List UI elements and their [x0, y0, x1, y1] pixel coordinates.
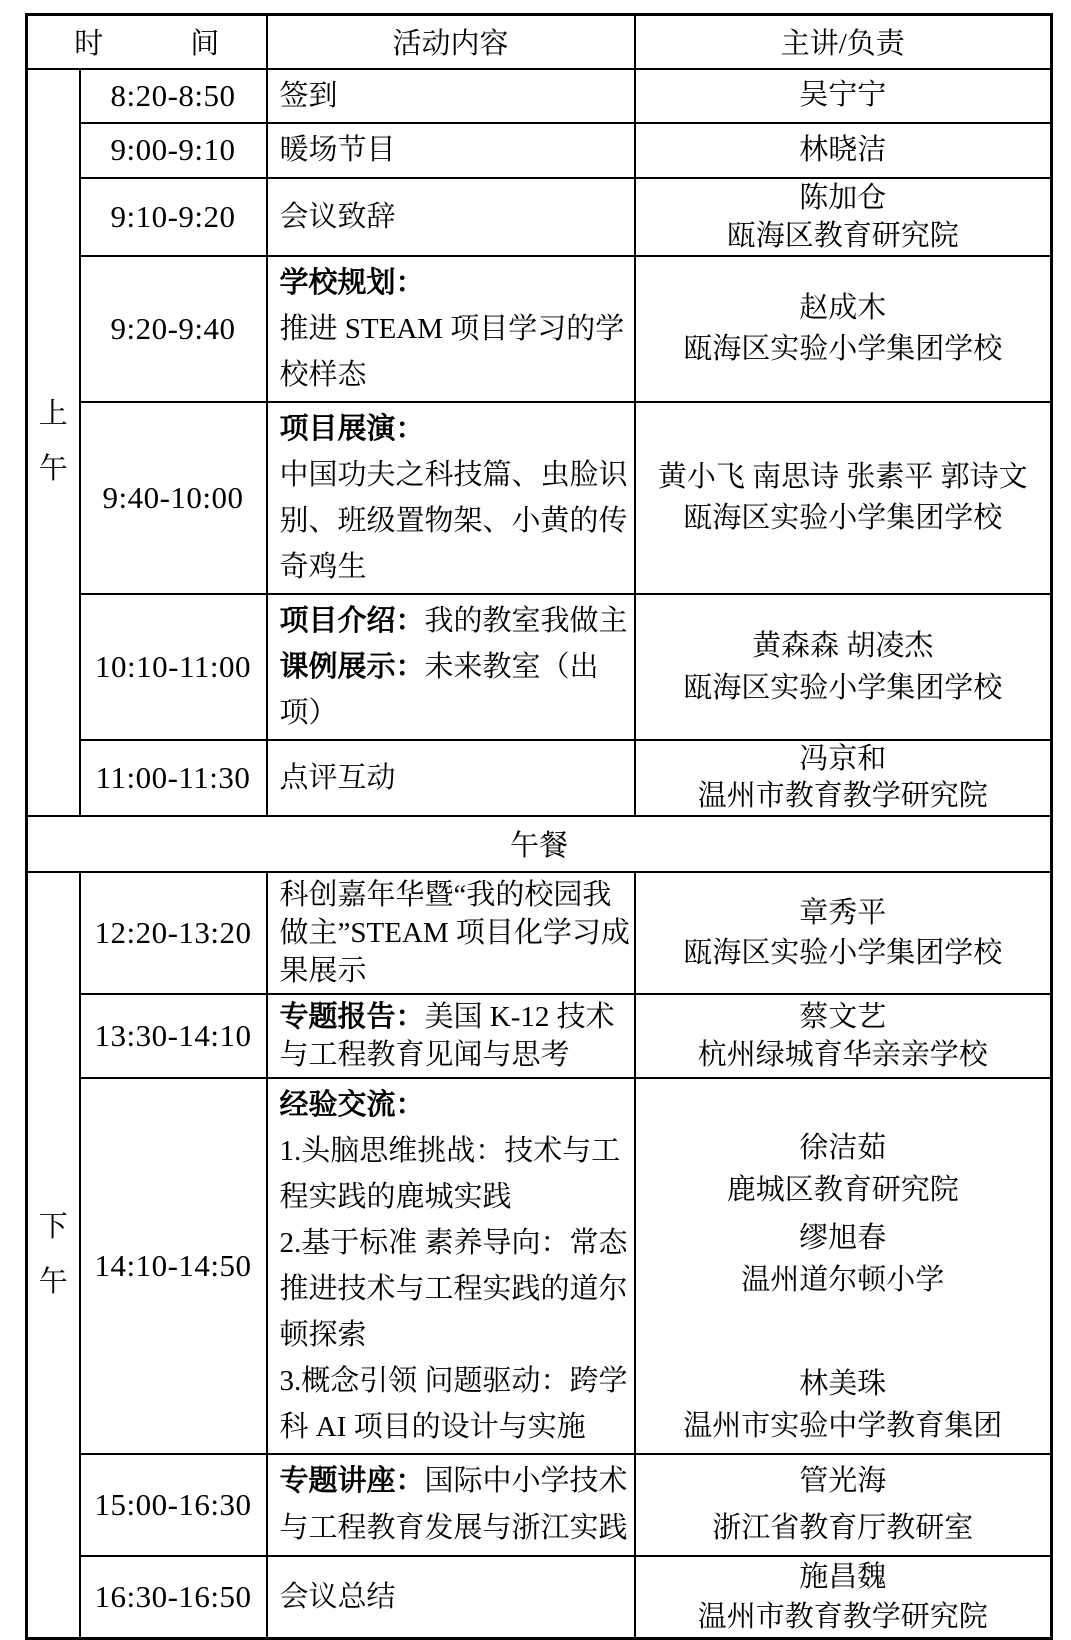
speaker-line: 瓯海区教育研究院	[726, 219, 959, 252]
speaker-line: 章秀平	[799, 896, 887, 929]
activity-cell	[267, 740, 635, 816]
speaker-line: 瓯海区实验小学集团学校	[683, 936, 1003, 969]
activity-text: 暖场节目	[279, 134, 396, 166]
time-cell: 15:00-16:30	[80, 1454, 267, 1556]
activity-text: 推进 STEAM 项目学习的学校样态	[279, 312, 625, 391]
speaker-cell	[635, 402, 1052, 594]
speaker-line: 杭州绿城育华亲亲学校	[697, 1038, 988, 1071]
activity-cell	[267, 1556, 635, 1639]
speaker-line: 浙江省教育厅教研室	[712, 1511, 974, 1544]
speaker-line: 黄森森 胡凌杰	[752, 629, 934, 662]
speaker-line: 赵成木	[799, 291, 887, 324]
speaker-line: 徐洁茹	[799, 1131, 887, 1164]
activity-cell	[267, 123, 635, 178]
time-cell: 9:40-10:00	[80, 402, 267, 594]
speaker-line: 温州市实验中学教育集团	[683, 1409, 1003, 1442]
schedule-row	[27, 69, 1052, 123]
schedule-row	[27, 994, 1052, 1078]
time-cell: 16:30-16:50	[80, 1556, 267, 1639]
speaker-cell	[635, 123, 1052, 178]
activity-cell	[267, 69, 635, 123]
speaker-line: 蔡文艺	[799, 1000, 887, 1033]
speaker-line: 温州道尔顿小学	[741, 1263, 945, 1296]
activity-text: 会议总结	[279, 1580, 396, 1613]
activity-label-bold: 项目展演：	[279, 412, 425, 445]
activity-text: 3.概念引领 问题驱动：跨学科 AI 项目的设计与实施	[279, 1364, 628, 1443]
schedule-row	[27, 402, 1052, 594]
activity-label-bold: 学校规划：	[279, 266, 425, 299]
schedule-row	[27, 178, 1052, 256]
speaker-cell	[635, 740, 1052, 816]
speaker-line: 陈加仓	[799, 181, 887, 214]
header-time: 时 间	[27, 15, 267, 69]
speaker-cell	[635, 594, 1052, 740]
time-cell: 11:00-11:30	[80, 740, 267, 816]
activity-text: 签到	[279, 79, 338, 112]
speaker-cell	[635, 1078, 1052, 1454]
schedule-row	[27, 1556, 1052, 1639]
speaker-line: 瓯海区实验小学集团学校	[683, 332, 1003, 365]
header-row	[27, 15, 1052, 69]
speaker-cell	[635, 256, 1052, 402]
speaker-line: 林晓洁	[799, 134, 887, 166]
speaker-line: 温州市教育教学研究院	[697, 779, 988, 812]
time-cell: 14:10-14:50	[80, 1078, 267, 1454]
schedule-row	[27, 1078, 1052, 1454]
speaker-group	[636, 1363, 1051, 1447]
activity-cell	[267, 594, 635, 740]
speaker-cell	[635, 994, 1052, 1078]
time-cell: 10:10-11:00	[80, 594, 267, 740]
activity-text: 我的教室我做主	[424, 604, 628, 637]
time-cell: 12:20-13:20	[80, 872, 267, 994]
speaker-line: 施昌魏	[799, 1560, 887, 1593]
speaker-cell	[635, 1454, 1052, 1556]
header-activity: 活动内容	[267, 15, 635, 69]
activity-cell	[267, 402, 635, 594]
speaker-line: 鹿城区教育研究院	[726, 1173, 959, 1206]
speaker-line: 温州市教育教学研究院	[697, 1600, 988, 1633]
lunch-cell: 午餐	[27, 816, 1052, 872]
speaker-line: 缪旭春	[799, 1221, 887, 1254]
activity-label-bold: 课例展示：	[279, 650, 425, 683]
speaker-line: 林美珠	[799, 1367, 887, 1400]
activity-text: 点评互动	[279, 761, 396, 794]
speaker-cell	[635, 1556, 1052, 1639]
activity-label-bold: 专题报告：	[279, 1000, 425, 1033]
activity-cell	[267, 178, 635, 256]
activity-text: 国际中小学技术与工程教育发展与浙江实践	[279, 1464, 628, 1544]
activity-label-bold: 经验交流：	[279, 1088, 425, 1121]
schedule-row	[27, 1454, 1052, 1556]
activity-label-bold: 项目介绍：	[279, 604, 425, 637]
period-label-afternoon: 下 午	[27, 872, 80, 1639]
schedule-row	[27, 256, 1052, 402]
period-label-morning: 上 午	[27, 69, 80, 816]
time-cell: 9:10-9:20	[80, 178, 267, 256]
speaker-line: 管光海	[799, 1464, 887, 1497]
speaker-cell	[635, 178, 1052, 256]
speaker-line: 冯京和	[799, 742, 887, 775]
schedule-row	[27, 123, 1052, 178]
time-cell: 8:20-8:50	[80, 69, 267, 123]
activity-text: 2.基于标准 素养导向：常态推进技术与工程实践的道尔顿探索	[279, 1226, 628, 1351]
speaker-line: 瓯海区实验小学集团学校	[683, 671, 1003, 704]
time-cell: 13:30-14:10	[80, 994, 267, 1078]
speaker-cell	[635, 69, 1052, 123]
speaker-cell	[635, 872, 1052, 994]
lunch-row	[27, 816, 1052, 872]
speaker-line: 瓯海区实验小学集团学校	[683, 501, 1003, 534]
schedule-row	[27, 872, 1052, 994]
activity-cell	[267, 872, 635, 994]
activity-cell	[267, 994, 635, 1078]
speaker-line: 吴宁宁	[799, 79, 887, 111]
activity-text: 未来教室（出项）	[279, 650, 599, 729]
activity-text: 科创嘉年华暨“我的校园我做主”STEAM 项目化学习成果展示	[279, 878, 630, 987]
activity-label-bold: 专题讲座：	[279, 1464, 425, 1497]
activity-text: 中国功夫之科技篇、虫脸识别、班级置物架、小黄的传奇鸡生	[279, 458, 628, 583]
activity-text: 1.头脑思维挑战：技术与工程实践的鹿城实践	[279, 1134, 621, 1213]
activity-cell	[267, 1078, 635, 1454]
schedule-row	[27, 594, 1052, 740]
speaker-line: 黄小飞 南思诗 张素平 郭诗文	[657, 460, 1028, 493]
time-cell: 9:00-9:10	[80, 123, 267, 178]
speaker-group	[636, 1217, 1051, 1301]
activity-cell	[267, 1454, 635, 1556]
schedule-table	[25, 13, 1053, 1640]
time-cell: 9:20-9:40	[80, 256, 267, 402]
speaker-group	[636, 1127, 1051, 1211]
header-speaker: 主讲/负责	[635, 15, 1052, 69]
activity-cell	[267, 256, 635, 402]
schedule-row	[27, 740, 1052, 816]
activity-text: 美国 K-12 技术与工程教育见闻与思考	[279, 1000, 615, 1071]
activity-text: 会议致辞	[279, 200, 396, 233]
